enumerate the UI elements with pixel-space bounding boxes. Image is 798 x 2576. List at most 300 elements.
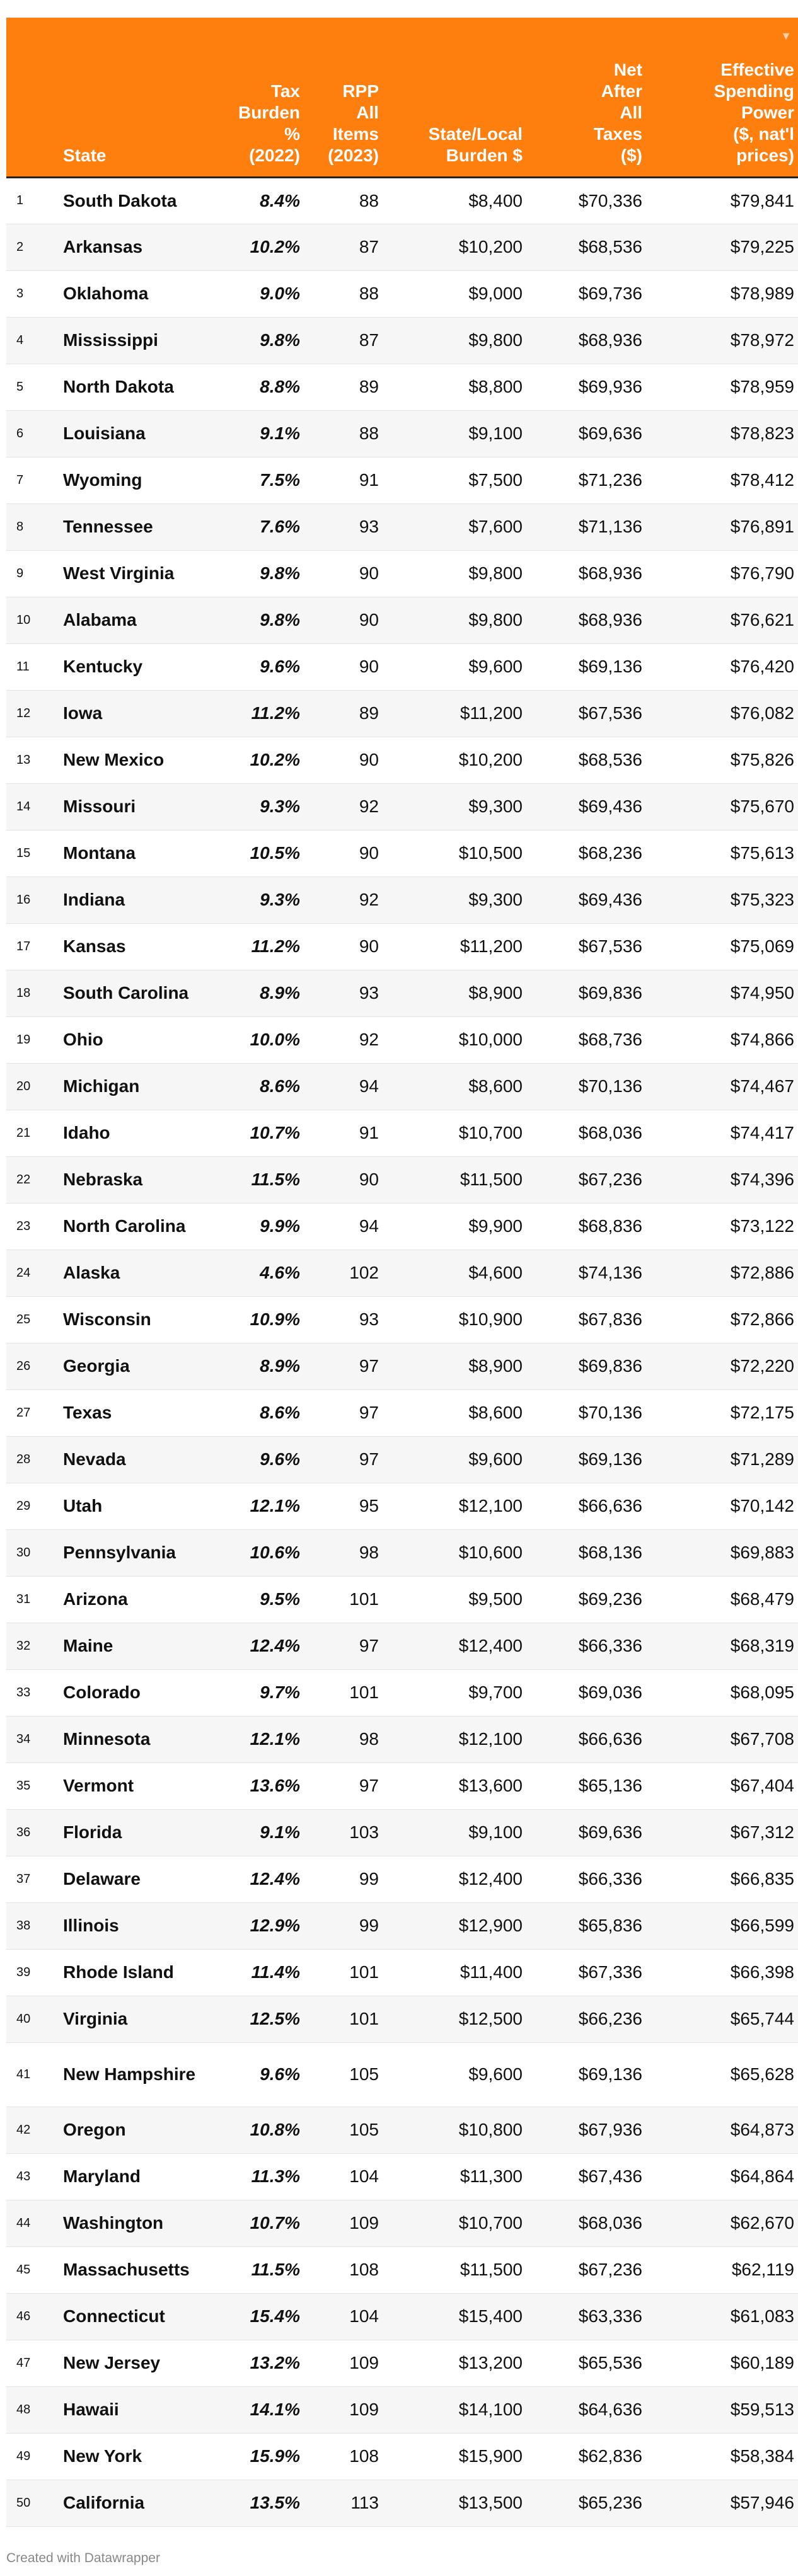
rpp-cell: 101 — [309, 1576, 388, 1623]
tax-burden-cell: 10.9% — [214, 1296, 309, 1343]
table-row — [6, 2153, 798, 2200]
tax-burden-cell: 10.7% — [214, 2200, 309, 2246]
burden-cell: $13,200 — [388, 2340, 531, 2386]
effective-spending-cell: $66,599 — [651, 1902, 798, 1949]
header-line: All — [620, 102, 642, 122]
effective-spending-cell: $61,083 — [651, 2293, 798, 2340]
table-row — [6, 1343, 798, 1389]
header-net-after-taxes[interactable] — [531, 18, 651, 177]
state-cell: Oklahoma — [63, 270, 214, 317]
effective-spending-cell: $65,628 — [651, 2042, 798, 2107]
burden-cell: $11,400 — [388, 1949, 531, 1996]
table-row — [6, 970, 798, 1016]
rank-cell: 30 — [6, 1529, 63, 1576]
burden-cell: $8,600 — [388, 1063, 531, 1110]
effective-spending-cell: $57,946 — [651, 2480, 798, 2526]
rpp-cell: 97 — [309, 1762, 388, 1809]
table-row — [6, 1250, 798, 1296]
table-row — [6, 1576, 798, 1623]
effective-spending-cell: $78,989 — [651, 270, 798, 317]
rpp-cell: 94 — [309, 1063, 388, 1110]
tax-burden-cell: 8.6% — [214, 1389, 309, 1436]
net-after-taxes-cell: $68,936 — [531, 550, 651, 597]
effective-spending-cell: $75,323 — [651, 877, 798, 923]
state-cell: Pennsylvania — [63, 1529, 214, 1576]
net-after-taxes-cell: $68,536 — [531, 737, 651, 783]
net-after-taxes-cell: $65,136 — [531, 1762, 651, 1809]
state-cell: Wyoming — [63, 457, 214, 503]
table-row — [6, 1623, 798, 1669]
rank-cell: 34 — [6, 1716, 63, 1762]
burden-cell: $7,500 — [388, 457, 531, 503]
net-after-taxes-cell: $69,236 — [531, 1576, 651, 1623]
net-after-taxes-cell: $71,236 — [531, 457, 651, 503]
burden-cell: $9,100 — [388, 1809, 531, 1856]
tax-burden-cell: 11.3% — [214, 2153, 309, 2200]
effective-spending-cell: $67,312 — [651, 1809, 798, 1856]
state-cell: Nevada — [63, 1436, 214, 1483]
rank-cell: 11 — [6, 643, 63, 690]
effective-spending-cell: $59,513 — [651, 2386, 798, 2433]
rpp-cell: 98 — [309, 1716, 388, 1762]
burden-cell: $8,400 — [388, 177, 531, 224]
net-after-taxes-cell: $69,136 — [531, 643, 651, 690]
state-cell: Kansas — [63, 923, 214, 970]
burden-cell: $15,900 — [388, 2433, 531, 2480]
burden-cell: $10,200 — [388, 224, 531, 270]
effective-spending-cell: $79,841 — [651, 177, 798, 224]
state-cell: Massachusetts — [63, 2246, 214, 2293]
rank-cell: 45 — [6, 2246, 63, 2293]
state-cell: North Dakota — [63, 364, 214, 410]
rank-cell: 46 — [6, 2293, 63, 2340]
rpp-cell: 97 — [309, 1343, 388, 1389]
effective-spending-cell: $70,142 — [651, 1483, 798, 1529]
table-row — [6, 457, 798, 503]
net-after-taxes-cell: $67,336 — [531, 1949, 651, 1996]
burden-cell: $10,000 — [388, 1016, 531, 1063]
rpp-cell: 87 — [309, 317, 388, 364]
effective-spending-cell: $78,959 — [651, 364, 798, 410]
net-after-taxes-cell: $69,936 — [531, 364, 651, 410]
burden-cell: $9,800 — [388, 317, 531, 364]
table-row — [6, 2480, 798, 2526]
state-cell: Hawaii — [63, 2386, 214, 2433]
state-cell: Arkansas — [63, 224, 214, 270]
header-rpp[interactable] — [309, 18, 388, 177]
table-row — [6, 2386, 798, 2433]
sort-descending-icon[interactable]: ▼ — [780, 30, 792, 42]
table-row — [6, 1856, 798, 1902]
effective-spending-cell: $74,417 — [651, 1110, 798, 1156]
table-row — [6, 1483, 798, 1529]
rpp-cell: 93 — [309, 503, 388, 550]
effective-spending-cell: $67,404 — [651, 1762, 798, 1809]
effective-spending-cell: $62,670 — [651, 2200, 798, 2246]
effective-spending-cell: $64,873 — [651, 2107, 798, 2153]
table-row — [6, 1529, 798, 1576]
burden-cell: $4,600 — [388, 1250, 531, 1296]
state-cell: Idaho — [63, 1110, 214, 1156]
net-after-taxes-cell: $68,036 — [531, 2200, 651, 2246]
state-cell: Indiana — [63, 877, 214, 923]
header-line: After — [601, 81, 642, 101]
tax-burden-cell: 8.9% — [214, 970, 309, 1016]
rpp-cell: 101 — [309, 1996, 388, 2042]
tax-burden-cell: 10.5% — [214, 830, 309, 877]
rpp-cell: 99 — [309, 1902, 388, 1949]
rank-cell: 42 — [6, 2107, 63, 2153]
state-cell: Alaska — [63, 1250, 214, 1296]
rank-cell: 2 — [6, 224, 63, 270]
rpp-cell: 104 — [309, 2153, 388, 2200]
rpp-cell: 104 — [309, 2293, 388, 2340]
net-after-taxes-cell: $66,336 — [531, 1856, 651, 1902]
net-after-taxes-cell: $68,036 — [531, 1110, 651, 1156]
net-after-taxes-cell: $68,536 — [531, 224, 651, 270]
tax-burden-cell: 11.4% — [214, 1949, 309, 1996]
header-line: (2023) — [328, 145, 379, 165]
rpp-cell: 92 — [309, 877, 388, 923]
rank-cell: 32 — [6, 1623, 63, 1669]
state-cell: Georgia — [63, 1343, 214, 1389]
table-row — [6, 1436, 798, 1483]
tax-burden-cell: 9.1% — [214, 1809, 309, 1856]
table-row — [6, 690, 798, 737]
table-row — [6, 1762, 798, 1809]
table-header — [6, 18, 798, 177]
header-line: Spending — [714, 81, 794, 101]
rank-cell: 8 — [6, 503, 63, 550]
state-cell: New Hampshire — [63, 2042, 214, 2107]
state-cell: Maryland — [63, 2153, 214, 2200]
header-line: % — [284, 124, 300, 144]
tax-burden-cell: 12.4% — [214, 1623, 309, 1669]
burden-cell: $9,600 — [388, 643, 531, 690]
header-line: Taxes — [593, 124, 642, 144]
burden-cell: $11,500 — [388, 1156, 531, 1203]
rank-cell: 40 — [6, 1996, 63, 2042]
rpp-cell: 88 — [309, 177, 388, 224]
tax-burden-cell: 12.1% — [214, 1716, 309, 1762]
rank-cell: 37 — [6, 1856, 63, 1902]
table-row — [6, 317, 798, 364]
net-after-taxes-cell: $67,536 — [531, 690, 651, 737]
burden-cell: $9,000 — [388, 270, 531, 317]
burden-cell: $13,600 — [388, 1762, 531, 1809]
effective-spending-cell: $68,479 — [651, 1576, 798, 1623]
rpp-cell: 93 — [309, 1296, 388, 1343]
header-effective-spending-power[interactable] — [651, 18, 798, 177]
effective-spending-cell: $68,319 — [651, 1623, 798, 1669]
effective-spending-cell: $74,950 — [651, 970, 798, 1016]
table-row — [6, 2293, 798, 2340]
table-row — [6, 1389, 798, 1436]
state-cell: South Carolina — [63, 970, 214, 1016]
rank-cell: 43 — [6, 2153, 63, 2200]
tax-burden-cell: 11.5% — [214, 2246, 309, 2293]
rank-cell: 28 — [6, 1436, 63, 1483]
tax-burden-cell: 9.3% — [214, 783, 309, 830]
rank-cell: 50 — [6, 2480, 63, 2526]
table-row — [6, 1996, 798, 2042]
burden-cell: $9,700 — [388, 1669, 531, 1716]
rpp-cell: 105 — [309, 2107, 388, 2153]
rank-cell: 26 — [6, 1343, 63, 1389]
table-row — [6, 1110, 798, 1156]
rpp-cell: 95 — [309, 1483, 388, 1529]
header-state-local-burden[interactable] — [388, 18, 531, 177]
rpp-cell: 102 — [309, 1250, 388, 1296]
effective-spending-cell: $66,835 — [651, 1856, 798, 1902]
effective-spending-cell: $76,082 — [651, 690, 798, 737]
burden-cell: $10,900 — [388, 1296, 531, 1343]
state-cell: California — [63, 2480, 214, 2526]
net-after-taxes-cell: $66,336 — [531, 1623, 651, 1669]
state-cell: Delaware — [63, 1856, 214, 1902]
table-row — [6, 597, 798, 643]
effective-spending-cell: $76,621 — [651, 597, 798, 643]
net-after-taxes-cell: $63,336 — [531, 2293, 651, 2340]
state-cell: Connecticut — [63, 2293, 214, 2340]
rank-cell: 21 — [6, 1110, 63, 1156]
table-row — [6, 2200, 798, 2246]
rank-cell: 29 — [6, 1483, 63, 1529]
burden-cell: $9,900 — [388, 1203, 531, 1250]
rpp-cell: 101 — [309, 1669, 388, 1716]
effective-spending-cell: $74,467 — [651, 1063, 798, 1110]
rpp-cell: 103 — [309, 1809, 388, 1856]
tax-burden-cell: 13.5% — [214, 2480, 309, 2526]
state-cell: Washington — [63, 2200, 214, 2246]
table-body — [6, 177, 798, 2526]
burden-cell: $11,500 — [388, 2246, 531, 2293]
state-cell: North Carolina — [63, 1203, 214, 1250]
rank-cell: 19 — [6, 1016, 63, 1063]
table-row — [6, 783, 798, 830]
rpp-cell: 92 — [309, 1016, 388, 1063]
net-after-taxes-cell: $68,936 — [531, 597, 651, 643]
burden-cell: $10,800 — [388, 2107, 531, 2153]
header-line: Tax — [270, 81, 300, 101]
net-after-taxes-cell: $68,136 — [531, 1529, 651, 1576]
tax-burden-cell: 9.1% — [214, 410, 309, 457]
rank-cell: 31 — [6, 1576, 63, 1623]
net-after-taxes-cell: $65,836 — [531, 1902, 651, 1949]
header-tax-burden[interactable] — [214, 18, 309, 177]
net-after-taxes-cell: $67,836 — [531, 1296, 651, 1343]
table-row — [6, 1156, 798, 1203]
state-cell: Iowa — [63, 690, 214, 737]
net-after-taxes-cell: $68,236 — [531, 830, 651, 877]
rpp-cell: 105 — [309, 2042, 388, 2107]
header-line: Burden — [238, 102, 300, 122]
state-cell: Illinois — [63, 1902, 214, 1949]
effective-spending-cell: $78,972 — [651, 317, 798, 364]
tax-burden-cell: 15.9% — [214, 2433, 309, 2480]
state-cell: New Mexico — [63, 737, 214, 783]
burden-cell: $12,400 — [388, 1856, 531, 1902]
net-after-taxes-cell: $70,136 — [531, 1389, 651, 1436]
effective-spending-cell: $76,420 — [651, 643, 798, 690]
rank-cell: 17 — [6, 923, 63, 970]
rank-cell: 39 — [6, 1949, 63, 1996]
net-after-taxes-cell: $66,636 — [531, 1716, 651, 1762]
rpp-cell: 91 — [309, 457, 388, 503]
tax-burden-cell: 7.6% — [214, 503, 309, 550]
state-cell: Rhode Island — [63, 1949, 214, 1996]
effective-spending-cell: $68,095 — [651, 1669, 798, 1716]
rpp-cell: 90 — [309, 597, 388, 643]
effective-spending-cell: $72,866 — [651, 1296, 798, 1343]
burden-cell: $11,200 — [388, 690, 531, 737]
state-cell: Montana — [63, 830, 214, 877]
effective-spending-cell: $72,220 — [651, 1343, 798, 1389]
state-cell: New Jersey — [63, 2340, 214, 2386]
net-after-taxes-cell: $69,136 — [531, 2042, 651, 2107]
tax-burden-cell: 10.6% — [214, 1529, 309, 1576]
net-after-taxes-cell: $66,236 — [531, 1996, 651, 2042]
table-row — [6, 643, 798, 690]
rpp-cell: 92 — [309, 783, 388, 830]
rank-cell: 7 — [6, 457, 63, 503]
tax-burden-cell: 12.5% — [214, 1996, 309, 2042]
net-after-taxes-cell: $69,836 — [531, 970, 651, 1016]
tax-burden-cell: 9.6% — [214, 1436, 309, 1483]
state-cell: Nebraska — [63, 1156, 214, 1203]
state-cell: Maine — [63, 1623, 214, 1669]
rank-cell: 27 — [6, 1389, 63, 1436]
tax-burden-cell: 12.1% — [214, 1483, 309, 1529]
state-cell: Mississippi — [63, 317, 214, 364]
burden-cell: $13,500 — [388, 2480, 531, 2526]
burden-cell: $9,300 — [388, 783, 531, 830]
table-row — [6, 364, 798, 410]
burden-cell: $15,400 — [388, 2293, 531, 2340]
effective-spending-cell: $73,122 — [651, 1203, 798, 1250]
net-after-taxes-cell: $69,436 — [531, 877, 651, 923]
effective-spending-cell: $58,384 — [651, 2433, 798, 2480]
effective-spending-cell: $74,866 — [651, 1016, 798, 1063]
rpp-cell: 91 — [309, 1110, 388, 1156]
burden-cell: $12,500 — [388, 1996, 531, 2042]
tax-burden-cell: 9.8% — [214, 550, 309, 597]
header-line: Power — [741, 102, 794, 122]
tax-burden-cell: 12.9% — [214, 1902, 309, 1949]
rank-cell: 4 — [6, 317, 63, 364]
burden-cell: $9,800 — [388, 550, 531, 597]
table-row — [6, 2042, 798, 2107]
rank-cell: 10 — [6, 597, 63, 643]
state-cell: Kentucky — [63, 643, 214, 690]
rpp-cell: 87 — [309, 224, 388, 270]
rpp-cell: 98 — [309, 1529, 388, 1576]
rank-cell: 3 — [6, 270, 63, 317]
tax-burden-cell: 9.8% — [214, 597, 309, 643]
rpp-cell: 97 — [309, 1389, 388, 1436]
net-after-taxes-cell: $70,336 — [531, 177, 651, 224]
net-after-taxes-cell: $66,636 — [531, 1483, 651, 1529]
state-cell: West Virginia — [63, 550, 214, 597]
state-cell: Arizona — [63, 1576, 214, 1623]
effective-spending-cell: $75,613 — [651, 830, 798, 877]
header-state[interactable]: State — [63, 18, 214, 177]
net-after-taxes-cell: $67,236 — [531, 2246, 651, 2293]
table-row — [6, 1016, 798, 1063]
rank-cell: 15 — [6, 830, 63, 877]
header-line: Effective — [720, 59, 794, 79]
state-cell: Louisiana — [63, 410, 214, 457]
data-table-container — [6, 18, 794, 2527]
net-after-taxes-cell: $67,436 — [531, 2153, 651, 2200]
rank-cell: 9 — [6, 550, 63, 597]
table-row — [6, 1669, 798, 1716]
effective-spending-cell: $79,225 — [651, 224, 798, 270]
tax-burden-cell: 10.0% — [214, 1016, 309, 1063]
table-row — [6, 737, 798, 783]
rank-cell: 44 — [6, 2200, 63, 2246]
rank-cell: 47 — [6, 2340, 63, 2386]
datawrapper-credit[interactable]: Created with Datawrapper — [6, 2551, 160, 2565]
effective-spending-cell: $72,886 — [651, 1250, 798, 1296]
table-row — [6, 1203, 798, 1250]
rpp-cell: 90 — [309, 923, 388, 970]
burden-cell: $12,900 — [388, 1902, 531, 1949]
header-rank — [6, 18, 63, 177]
rank-cell: 18 — [6, 970, 63, 1016]
rpp-cell: 108 — [309, 2433, 388, 2480]
net-after-taxes-cell: $67,936 — [531, 2107, 651, 2153]
burden-cell: $9,600 — [388, 1436, 531, 1483]
burden-cell: $14,100 — [388, 2386, 531, 2433]
burden-cell: $9,300 — [388, 877, 531, 923]
effective-spending-cell: $64,864 — [651, 2153, 798, 2200]
table-row — [6, 2107, 798, 2153]
rpp-cell: 99 — [309, 1856, 388, 1902]
tax-burden-cell: 8.4% — [214, 177, 309, 224]
net-after-taxes-cell: $70,136 — [531, 1063, 651, 1110]
state-cell: Utah — [63, 1483, 214, 1529]
burden-cell: $10,200 — [388, 737, 531, 783]
tax-burden-cell: 14.1% — [214, 2386, 309, 2433]
state-cell: Virginia — [63, 1996, 214, 2042]
net-after-taxes-cell: $69,636 — [531, 1809, 651, 1856]
tax-burden-cell: 13.6% — [214, 1762, 309, 1809]
effective-spending-cell: $62,119 — [651, 2246, 798, 2293]
tax-burden-cell: 8.6% — [214, 1063, 309, 1110]
burden-cell: $9,800 — [388, 597, 531, 643]
burden-cell: $8,600 — [388, 1389, 531, 1436]
table-row — [6, 1296, 798, 1343]
table-row — [6, 1716, 798, 1762]
rank-cell: 38 — [6, 1902, 63, 1949]
tax-burden-cell: 9.9% — [214, 1203, 309, 1250]
effective-spending-cell: $75,826 — [651, 737, 798, 783]
state-cell: Michigan — [63, 1063, 214, 1110]
rank-cell: 36 — [6, 1809, 63, 1856]
rpp-cell: 101 — [309, 1949, 388, 1996]
rpp-cell: 109 — [309, 2200, 388, 2246]
state-cell: Tennessee — [63, 503, 214, 550]
rpp-cell: 90 — [309, 550, 388, 597]
table-row — [6, 923, 798, 970]
net-after-taxes-cell: $64,636 — [531, 2386, 651, 2433]
state-cell: Missouri — [63, 783, 214, 830]
rank-cell: 25 — [6, 1296, 63, 1343]
rpp-cell: 90 — [309, 1156, 388, 1203]
rank-cell: 20 — [6, 1063, 63, 1110]
rank-cell: 41 — [6, 2042, 63, 2107]
